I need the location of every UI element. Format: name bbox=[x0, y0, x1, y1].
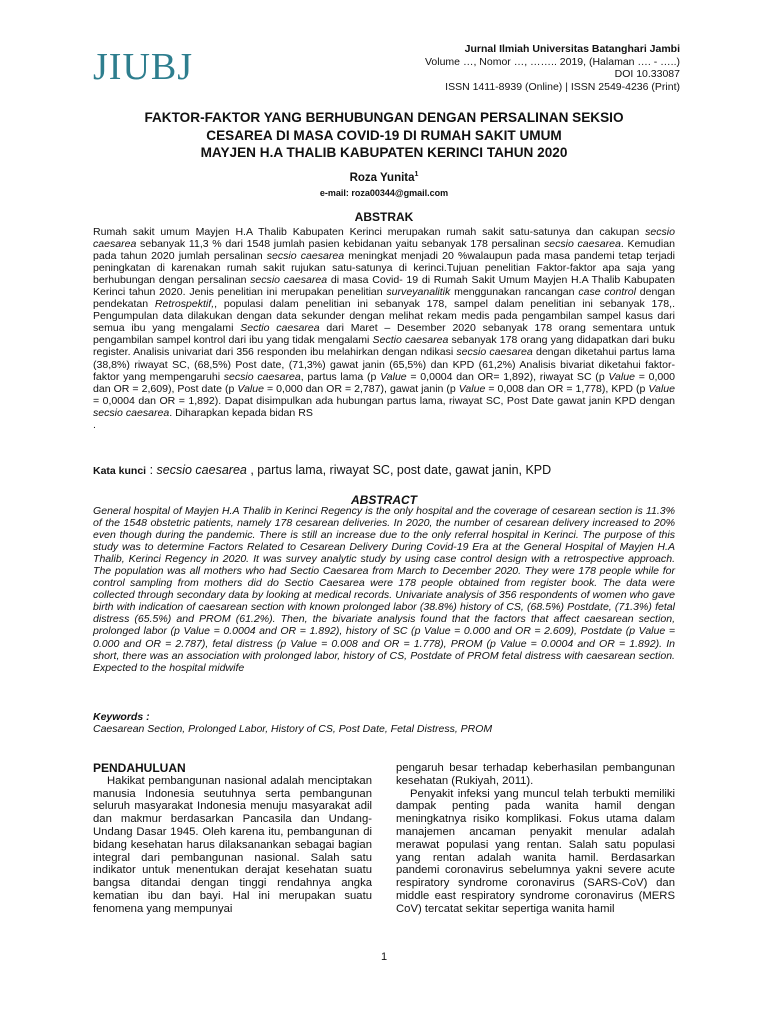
author-name: Roza Yunita bbox=[349, 171, 415, 184]
body-paragraph bbox=[396, 788, 675, 916]
abstrak-segment: dari Maret – Desember 2020 sebanyak 178 orang sementara untuk pengambilan sampel kontrol dari ibu yang tidak mengalami bbox=[93, 322, 675, 347]
abstrak-italic-term: Value bbox=[648, 382, 675, 395]
body-right-column bbox=[396, 762, 675, 916]
abstract-body: General hospital of Mayjen H.A Thalib in Kerinci Regency is the only hospital and the coverage of cesarean section is 11.3% of the 1548 obstetric patients, namely 178 cesarean deliveries. In 2020, the number of cesarean delivery increased to 20% even though during the pandemic. There is still an increase due to the only referral hospital in Kerinci. The purpose of this study was to determine Factors Related to Cesarean Delivery During Covid-19 Era at the General Hospital of Mayjen H.A Thalib, Kerinci Regency in 2020. It was survey analytic study by using case control design with a retrospective approach. The population was all mothers who had Sectio Caesarea from March to December 2020. They were 178 people while for control sampling from mothers did do Sectio Caesarea were 178 people obtained from register book. The data were collected through secondary data by looking at medical records. Univariate analysis of 356 respondents of women who gave birth with indication of caesarean section with known prolonged labor (38.8%) history of CS, (68.5%) Postdate, (71.3%) fetal distress (65.5%) and PROM (61.2%). Then, the bivariate analysis found that the factors that affect caesarean section, prolonged labor (p Value = 0.0004 and OR = 1.892), history of SC (p Value = 0.000 and OR = 2.609), Postdate (p Value = 0.000 and OR = 2.787), fetal distress (p Value = 0.008 and OR = 1.778), PROM (p Value = 0.0004 and OR = 1.892). In short, there was an association with prolonged labor, history of CS, Postdate of PROM fetal distress with caesarean section. Expected to the hospital midwife bbox=[93, 505, 675, 674]
kata-kunci-sep: : bbox=[146, 463, 157, 477]
kata-kunci-rest: , partus lama, riwayat SC, post date, gawat janin, KPD bbox=[246, 463, 552, 477]
abstrak-segment: , partus lama (p bbox=[300, 370, 381, 383]
kata-kunci bbox=[93, 463, 551, 477]
abstrak-italic-term: surveyanalitik bbox=[386, 286, 451, 299]
title-line: FAKTOR-FAKTOR YANG BERHUBUNGAN DENGAN PERSALINAN SEKSIO bbox=[144, 110, 624, 125]
journal-info bbox=[425, 43, 680, 93]
title-line: CESAREA DI MASA COVID-19 DI RUMAH SAKIT UMUM bbox=[206, 127, 562, 143]
abstrak-body bbox=[93, 226, 675, 431]
abstrak-italic-term: secsio caesarea bbox=[266, 250, 345, 263]
abstrak-italic-term: Sectio caesarea bbox=[240, 322, 320, 335]
abstrak-italic-term: Value bbox=[237, 382, 265, 395]
abstrak-segment: = 0,0004 dan OR= 1,892), riwayat SC (p bbox=[406, 370, 609, 383]
abstrak-segment: Rumah sakit umum Mayjen H.A Thalib Kabupaten Kerinci merupakan rumah sakit satu-satunya dan cakupan bbox=[93, 226, 646, 238]
right-paragraph-text: Penyakit infeksi yang muncul telah terbukti memiliki dampak penting pada wanita hamil dengan meningkatnya risiko komplikasi. Fokus utama dalam manajemen ancaman penyakit menular adalah merawat populasi yang rentan. Salah satu populasi yang rentan adalah wanita hamil. Berdasarkan pandemi coronavirus sebelumnya yakni severe acute respiratory syndrome coronavirus (SARS-CoV) dan middle east respiratory syndrome coronavirus (MERS CoV) tercatat sekitar sepertiga wanita hamil bbox=[396, 787, 675, 915]
journal-doi: DOI 10.33087 bbox=[614, 68, 680, 81]
abstrak-italic-term: Retrospektif, bbox=[154, 298, 215, 311]
body-left-column bbox=[93, 762, 372, 916]
author-email: e-mail: roza00344@gmail.com bbox=[319, 188, 449, 198]
abstrak-italic-term: case control bbox=[578, 286, 637, 299]
abstrak-segment: , populasi dalam penelitian ini sebanyak 178, sampel dalam penelitian ini sebanyak 178,. Pengumpulan data dilakukan dengan data sekunder dengan melihat rekam medis pada pengambilan sampel kasus dari semua ibu yang mengalami bbox=[93, 298, 675, 335]
abstrak-italic-term: Value bbox=[608, 370, 635, 383]
left-paragraph-text: Hakikat pembangunan nasional adalah menciptakan manusia Indonesia seutuhnya serta pembangunan seluruh masyarakat Indonesia menuju masyarakat adil dan makmur berdasarkan Pancasila dan Undang-Undang Dasar 1945. Oleh karena itu, pembangunan di bidang kesehatan harus dilaksanankan sebagai bagian integral dari pembangunan nasional. Salah satu indikator untuk menentukan derajat kesehatan suatu bangsa ditandai dengan tinggi rendahnya angka kematian ibu dan bayi. Hal ini merupakan suatu fenomena yang mempunyai bbox=[93, 774, 372, 915]
abstrak-segment: . Kemudian pada tahun 2020 jumlah persalinan bbox=[93, 238, 675, 263]
abstrak-segment: meningkat menjadi 20 %walaupun pada masa pandemi tetap terjadi peningkatan di karenakan rumah sakit rujukan satu-satunya di kerinci.Tujuan penelitian Faktor-faktor apa saja yang berhubungan dengan persalinan bbox=[93, 250, 675, 287]
journal-name: Jurnal Ilmiah Universitas Batanghari Jambi bbox=[464, 43, 680, 55]
abstrak-segment: dengan diketahui partus lama (38,8%) riwayat SC, (68,5%) Post date, (71,3%) gawat janin (65,5%) dan KPD (61,2%) Analisis bivariat diketahui faktor-faktor yang mempengaruhi bbox=[93, 346, 675, 383]
kata-kunci-italic: secsio caesarea bbox=[156, 463, 247, 477]
body-paragraph bbox=[93, 775, 372, 916]
abstrak-trailing: . bbox=[93, 418, 96, 431]
abstrak-segment: sebanyak 11,3 % dari 1548 jumlah pasien kebidanan yaitu sebanyak 178 persalinan bbox=[136, 238, 544, 251]
affiliation-mark: 1 bbox=[414, 171, 419, 178]
abstrak-italic-term: Value bbox=[380, 370, 407, 383]
keywords-value: Caesarean Section, Prolonged Labor, History of CS, Post Date, Fetal Distress, PROM bbox=[93, 723, 493, 735]
abstrak-segment: = 0,000 dan OR = 2,787), gawat janin (p bbox=[264, 382, 459, 395]
title-line: MAYJEN H.A THALIB KABUPATEN KERINCI TAHUN 2020 bbox=[200, 145, 568, 160]
abstrak-italic-term: secsio caesarea bbox=[93, 226, 675, 251]
abstrak-segment: = 0,008 dan OR = 1,778), KPD (p bbox=[485, 382, 649, 395]
abstract-heading: ABSTRACT bbox=[351, 493, 417, 507]
abstrak-italic-term: Sectio caesarea bbox=[372, 334, 449, 347]
abstrak-italic-term: secsio caesarea bbox=[93, 406, 170, 419]
journal-logo: JIUBJ bbox=[93, 46, 194, 88]
journal-issn: ISSN 1411-8939 (Online) | ISSN 2549-4236 (Print) bbox=[445, 80, 680, 93]
right-continuation: pengaruh besar terhadap keberhasilan pembangunan kesehatan (Rukiyah, 2011). bbox=[396, 762, 675, 787]
abstrak-segment: = 0,000 dan OR = 2,609), Post date (p bbox=[93, 370, 675, 395]
abstrak-segment: . Diharapkan kepada bidan RS bbox=[169, 406, 313, 419]
abstrak-segment: menggunakan rancangan bbox=[450, 286, 579, 299]
keywords-label: Keywords : bbox=[93, 711, 150, 723]
abstrak-italic-term: secsio caesarea bbox=[250, 274, 328, 287]
abstrak-italic-term: secsio caesarea bbox=[543, 238, 621, 251]
abstrak-italic-term: secsio caesarea bbox=[456, 346, 533, 359]
kata-kunci-label: Kata kunci bbox=[93, 465, 147, 477]
abstrak-segment: di masa Covid- 19 di Rumah Sakit Umum Mayjen H.A Thalib Kabupaten Kerinci tahun 2020. Jenis penelitian ini merupakan penelitian bbox=[93, 274, 675, 299]
abstrak-segment: sebanyak 178 orang yang didapatkan dari buku register. Analisis univariat dari 356 responden ibu melahirkan dengan ndikasi bbox=[93, 334, 675, 359]
section-heading: PENDAHULUAN bbox=[93, 761, 186, 775]
abstrak-text bbox=[93, 226, 675, 419]
abstrak-segment: dengan pendekatan bbox=[93, 286, 675, 311]
page-number: 1 bbox=[380, 951, 388, 963]
abstrak-heading: ABSTRAK bbox=[354, 210, 414, 224]
journal-volume: Volume …, Nomor …, …….. 2019, (Halaman …. - …..) bbox=[425, 55, 680, 68]
abstrak-italic-term: secsio caesarea bbox=[223, 370, 301, 383]
abstrak-segment: = 0,0004 dan OR = 1,892). Dapat disimpulkan ada hubungan partus lama, riwayat SC, Post Date gawat janin KPD dengan bbox=[93, 394, 675, 407]
abstrak-italic-term: Value bbox=[458, 382, 486, 395]
paper-title bbox=[80, 109, 688, 162]
author-line bbox=[0, 171, 768, 184]
